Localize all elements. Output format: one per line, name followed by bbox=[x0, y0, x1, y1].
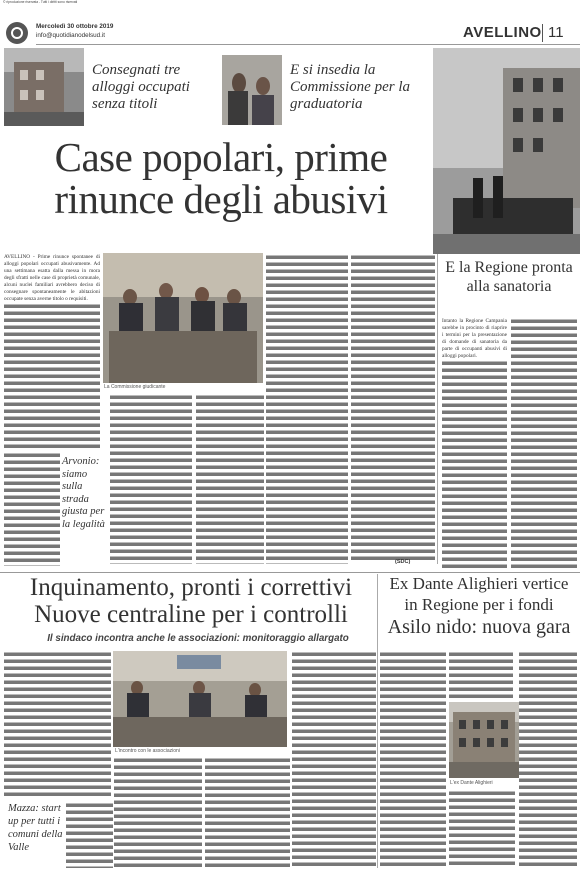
teaser-title-1[interactable]: Consegnati tre alloggi occupati senza titoli bbox=[92, 62, 190, 112]
school-photo-caption: L'ex Dante Alighieri bbox=[450, 780, 493, 786]
region-body-column-2 bbox=[511, 318, 577, 570]
third-headline-line3[interactable]: Asilo nido: nuova gara bbox=[387, 616, 571, 638]
region-body-column-1: Intanto la Regione Campania sarebbe in procinto di riaprire i termini per la presentazione di domande di sanatoria da parte di occupanti abusivi di alloggi popolari. bbox=[442, 318, 507, 570]
second-headline-line2[interactable]: Nuove centraline per i controlli bbox=[34, 601, 348, 628]
second-subhead: Il sindaco incontra anche le associazioni: monitoraggio allargato bbox=[47, 633, 349, 644]
third-headline-line2[interactable]: in Regione per i fondi bbox=[404, 595, 554, 614]
school-photo bbox=[449, 702, 519, 778]
second-body-column-1 bbox=[4, 651, 111, 799]
main-lead-column: AVELLINO - Prime rinunce spontanee di alloggi popolari occupati abusivamente. Ad una settimana esatta dalla messa in mora degli sfratti nelle case di proprietà comunale, alcuni nuclei familiari avrebbero deciso di consegnare spontaneamente le abitazioni occupate senza averne titolo o requisiti. bbox=[4, 254, 100, 450]
second-body-column-1b bbox=[66, 802, 113, 868]
main-body-column-4 bbox=[266, 254, 348, 564]
second-headline-line1[interactable]: Inquinamento, pronti i correttivi bbox=[29, 574, 353, 601]
website-link[interactable]: info@quotidianodelsud.it bbox=[36, 32, 106, 39]
teaser-title-2[interactable]: E si insedia la Commissione per la graduatoria bbox=[290, 62, 410, 112]
second-pullquote: Mazza: start up per tutti i comuni della Valle bbox=[8, 803, 63, 853]
building-photo bbox=[433, 48, 580, 254]
main-body-column-2 bbox=[110, 394, 192, 564]
masthead bbox=[0, 20, 580, 46]
copyright-notice: © riproduzione riservata - Tutti i diritti sono riservati bbox=[3, 0, 78, 4]
page-number: 11 bbox=[548, 24, 564, 41]
third-headline-line1[interactable]: Ex Dante Alighieri vertice bbox=[389, 574, 569, 593]
issue-date: Mercoledì 30 ottobre 2019 bbox=[36, 23, 114, 30]
third-body-column-2b bbox=[449, 790, 515, 868]
teaser-photo-2 bbox=[222, 55, 282, 125]
second-body-column-4 bbox=[292, 651, 376, 868]
second-body-column-3 bbox=[205, 757, 290, 868]
main-signature: (SDC) bbox=[395, 559, 411, 565]
third-body-column-3 bbox=[519, 651, 577, 868]
region-headline[interactable]: E la Regione pronta alla sanatoria bbox=[445, 259, 573, 295]
meeting-photo bbox=[113, 651, 287, 747]
main-body-column-1b bbox=[4, 452, 60, 566]
main-body-column-5 bbox=[351, 254, 435, 560]
teaser-photo-1 bbox=[4, 48, 84, 126]
main-headline[interactable]: Case popolari, prime rinunce degli abusivi bbox=[54, 134, 388, 222]
meeting-photo-caption: L'incontro con le associazioni bbox=[115, 748, 180, 754]
main-body-column-3 bbox=[196, 394, 264, 564]
commission-photo-caption: La Commissione giudicante bbox=[104, 384, 166, 390]
commission-photo bbox=[103, 253, 263, 383]
main-pullquote: Arvonio: siamo sulla strada giusta per la legalità bbox=[62, 456, 105, 530]
second-body-column-2 bbox=[114, 757, 202, 868]
third-body-column-2a bbox=[449, 651, 513, 701]
third-body-column-1 bbox=[380, 651, 446, 868]
section-name: AVELLINO bbox=[463, 24, 542, 41]
